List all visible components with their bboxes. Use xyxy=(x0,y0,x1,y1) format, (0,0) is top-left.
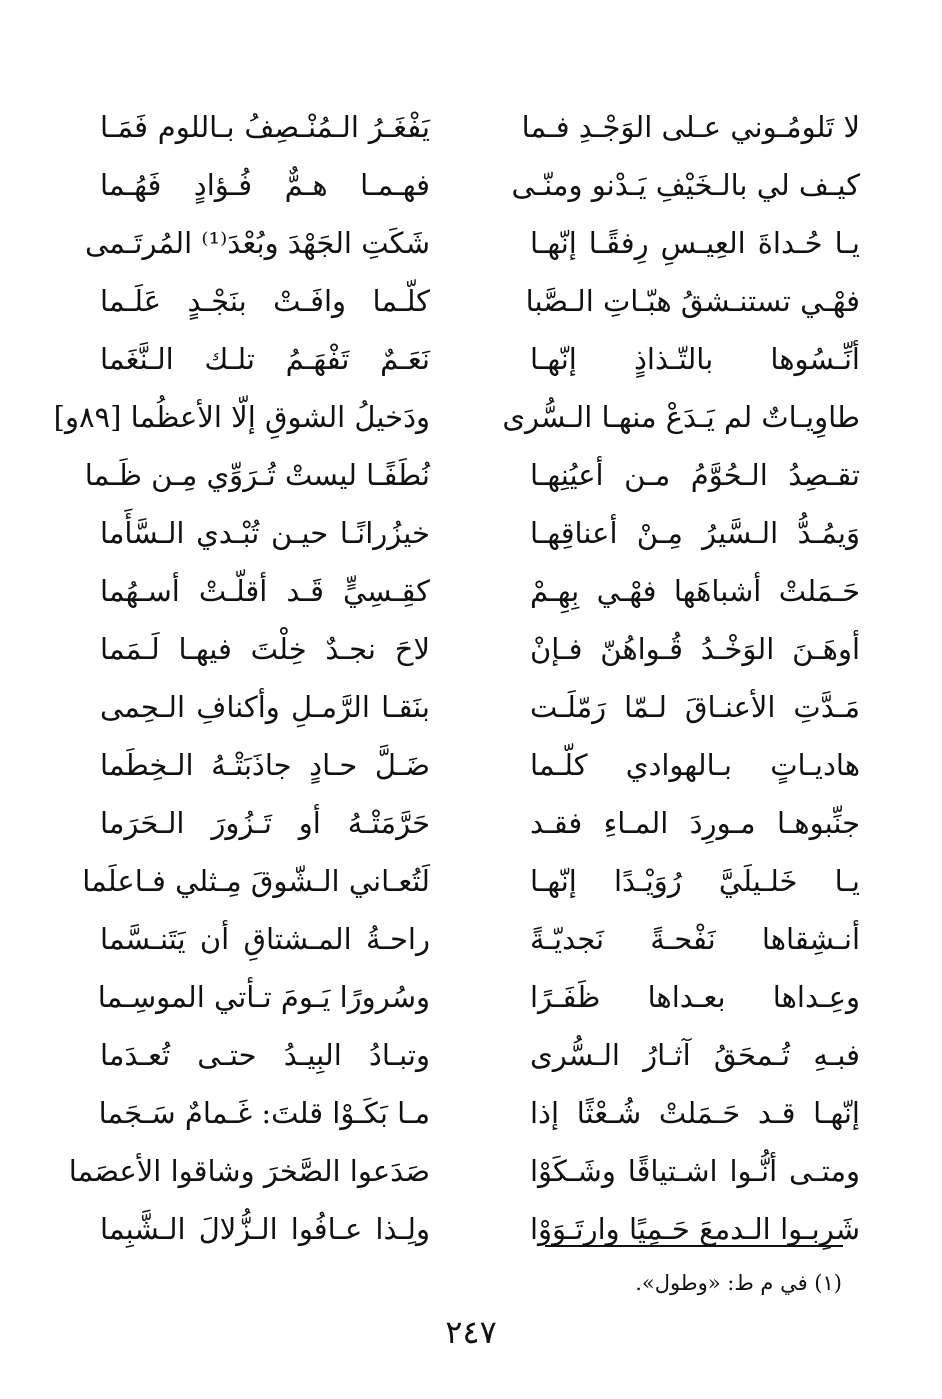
verse xyxy=(100,736,860,794)
verse-first-hemistich: أنـشِقاها نَفْحـةً نَجديّـةً xyxy=(530,922,860,956)
verse xyxy=(100,1084,860,1142)
footnote: (١) في م ط: «وطول». xyxy=(635,1271,842,1295)
verse-second-hemistich: نَعَـمٌ تَفْهَـمُ تلـك الـنَّغَما xyxy=(100,342,430,376)
verse-first-hemistich: شَرِبـوا الـدمعَ حَـمِيًا وارتَـوَوْا xyxy=(530,1212,860,1246)
verse-first-hemistich: طاوِيـاتٌ لم يَـدَعْ منهـا الـسُّرى xyxy=(502,400,860,434)
verse-first-hemistich: فهْـي تستنـشقُ هبّـاتِ الـصَّبا xyxy=(525,284,860,318)
verse xyxy=(100,620,860,678)
verse-first-hemistich: كيـف لي بالـخَيْفِ يَـدْنو ومنّـى xyxy=(511,168,860,202)
verse-second-hemistich: حَرَّمَتْـهُ أو تَـزُورَ الـحَرَما xyxy=(100,806,430,840)
verse-first-hemistich: مَـدَّتِ الأعنـاقَ لـمّا رَمّلَـت xyxy=(530,690,860,724)
verse xyxy=(84,446,860,504)
verse xyxy=(53,388,860,446)
verse xyxy=(100,1200,860,1258)
poem xyxy=(53,98,860,1246)
verse-first-hemistich: يـا خَلـيلَيَّ رُوَيْـدًا إنّهـا xyxy=(530,864,860,898)
verse xyxy=(100,504,860,562)
verse-second-hemistich: خيزُرانًـا حيـن تُبْـدي الـسَّأَما xyxy=(100,516,430,550)
verse-first-hemistich: لا تَلومُـوني عـلى الوَجْـدِ فـما xyxy=(521,110,860,144)
verse-second-hemistich: بنَقـا الرَّمـلِ وأكنافِ الـحِمى xyxy=(100,690,430,724)
verse-second-hemistich: مـا بَكَـوْا قلتَ: غَـمامٌ سَـجَما xyxy=(98,1096,430,1130)
verse-first-hemistich: فبـهِ تُـمحَقُ آثـارُ الـسُّرى xyxy=(530,1038,860,1072)
verse-first-hemistich: يـا حُـداةَ العِيـسِ رِفقًـا إنّهـا xyxy=(530,226,860,260)
verse-second-hemistich: فهـمـا هـمٌّ فُـؤادٍ فَهُـما xyxy=(100,168,430,202)
verse-second-hemistich: راحـةُ المـشتاقِ أن يَتَنـسَّما xyxy=(100,922,430,956)
verse-second-hemistich: كلّـما وافَـتْ بنَجْـدٍ عَلَـما xyxy=(100,284,430,318)
verse-second-hemistich: نُطَفًـا ليستْ تُـرَوِّي مِـن ظَـما xyxy=(84,458,430,492)
verse-second-hemistich: وتبـادُ البِيـدُ حتـى تُعـدَما xyxy=(100,1038,430,1072)
footnote-divider xyxy=(545,1245,843,1247)
verse-first-hemistich: ومتـى أنُّـوا اشـتياقًا وشَـكَوْا xyxy=(530,1154,860,1188)
verse-first-hemistich: جنِّبوهـا مـورِدَ المـاءِ فقـد xyxy=(530,806,860,840)
verse xyxy=(82,852,860,910)
verse-first-hemistich: أنِّـسُوها بالتّـذاذٍ إنّهـا xyxy=(530,342,860,376)
verse xyxy=(85,214,860,272)
verse xyxy=(100,1026,860,1084)
verse xyxy=(100,272,860,330)
verse xyxy=(100,678,860,736)
verse xyxy=(100,330,860,388)
verse-second-hemistich: وسُرورًا يَـومَ تـأتي الموسِـما xyxy=(97,980,430,1014)
verse-first-hemistich: وَيمُـدُّ الـسَّيرُ مِـنْ أعناقِهـا xyxy=(530,516,860,550)
verse-first-hemistich: هاديـاتٍ بـالهوادي كلّـما xyxy=(530,748,860,782)
verse xyxy=(100,156,860,214)
verse xyxy=(68,1142,860,1200)
verse xyxy=(100,562,860,620)
verse-first-hemistich: تقـصِدُ الـحُوَّمُ مـن أعيُنِهـا xyxy=(530,458,860,492)
verse-second-hemistich: صَدَعوا الصَّخرَ وشاقوا الأعصَما xyxy=(68,1154,430,1188)
verse-second-hemistich: ولِـذا عـافُوا الـزُّلالَ الـشَّبِما xyxy=(100,1212,430,1246)
verse-second-hemistich: كقِـسِيٍّ قَـد أقلّـتْ أسـهُما xyxy=(100,574,430,608)
verse xyxy=(100,794,860,852)
page-number: ٢٤٧ xyxy=(445,1313,497,1351)
verse xyxy=(97,968,860,1026)
verse-first-hemistich: وعِـداها بعـداها ظَفَـرًا xyxy=(530,980,860,1014)
verse-second-hemistich: يَفْغَـرُ الـمُنْـصِفُ بـاللوم فَمَـا xyxy=(100,110,430,144)
verse-second-hemistich: شَكَتِ الجَهْدَ وبُعْدَ⁽¹⁾ المُرتَـمى xyxy=(85,226,430,260)
verse-second-hemistich: لَتُعـاني الـشّوقَ مِـثلي فـاعلَما xyxy=(82,864,430,898)
verse xyxy=(100,98,860,156)
verse xyxy=(100,910,860,968)
verse-second-hemistich: لاحَ نجـدٌ خِلْتَ فيهـا لَـمَما xyxy=(100,632,430,666)
verse-first-hemistich: أوهَـنَ الوَخْـدُ قُـواهُنّ فـإنْ xyxy=(530,632,860,666)
verse-second-hemistich: ضَـلَّ حـادٍ جاذَبَتْـهُ الـخِطَما xyxy=(100,748,430,782)
verse-first-hemistich: إنّهـا قـد حَـمَلتْ شُـعْثًا إذا xyxy=(530,1096,860,1130)
verse-second-hemistich: ودَخيلُ الشوقِ إلّا الأعظُما [٨٩و] xyxy=(53,400,430,434)
verse-first-hemistich: حَـمَلتْ أشباهَها فهْـي بِهِـمْ xyxy=(530,574,860,608)
